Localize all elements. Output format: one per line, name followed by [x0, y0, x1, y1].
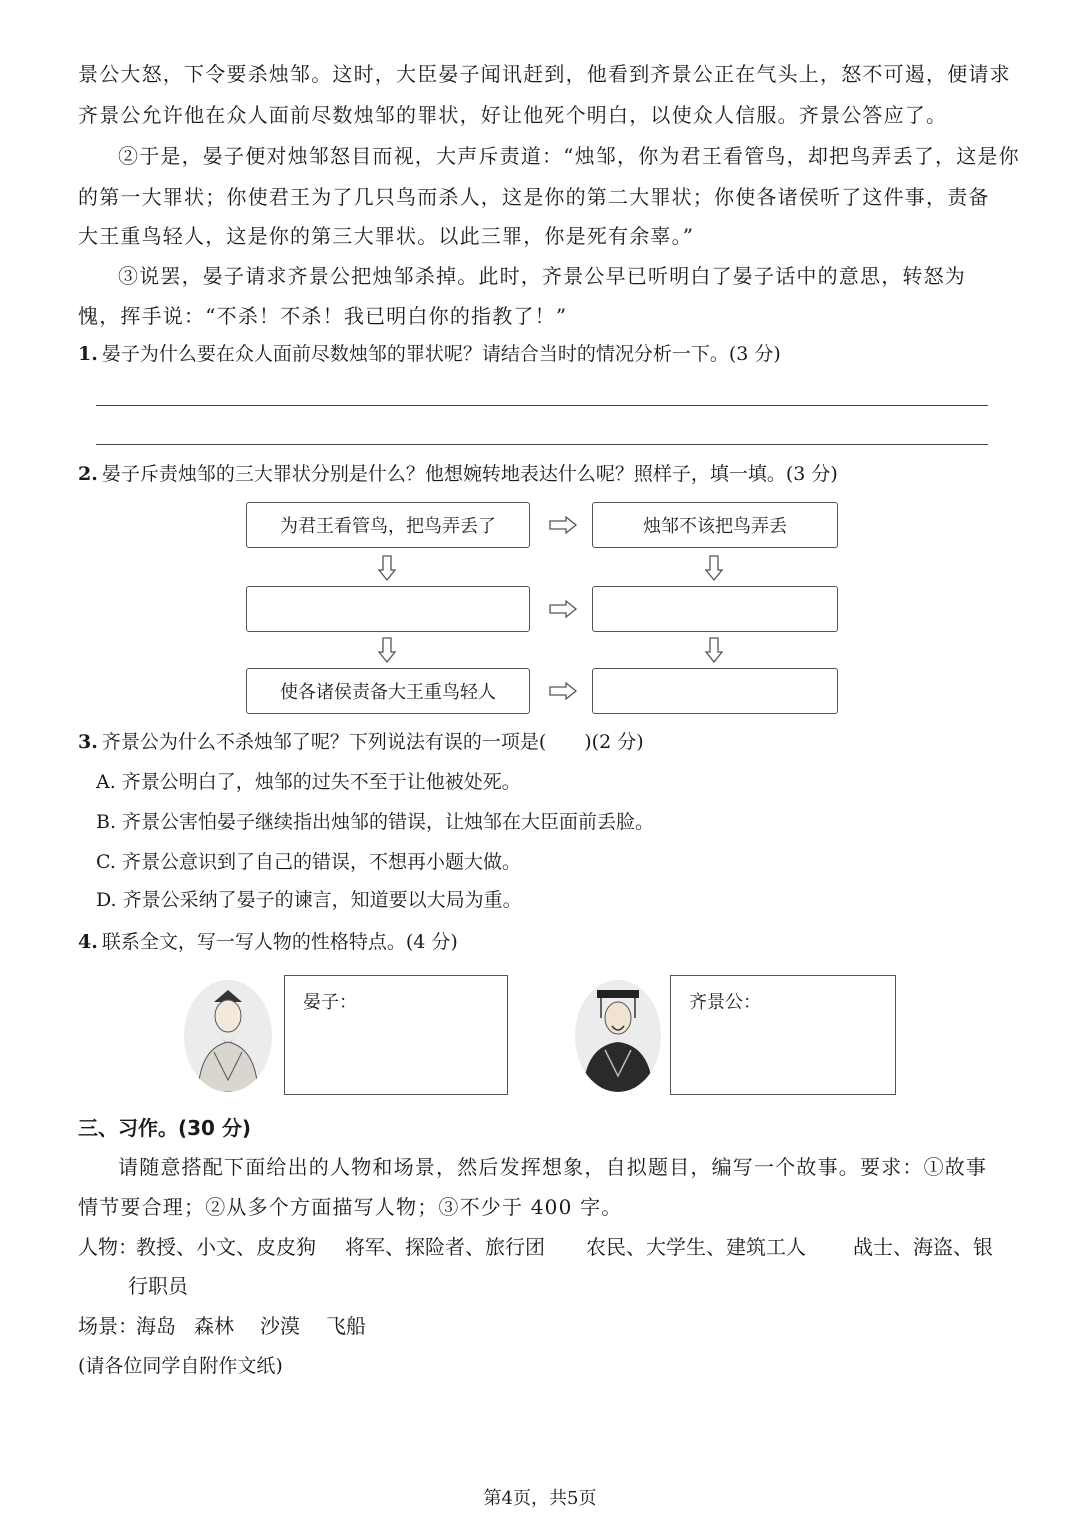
question-number: 4. [78, 931, 98, 953]
requirement-line: 请随意搭配下面给出的人物和场景，然后发挥想象，自拟题目，编写一个故事。要求：①故事 [118, 1155, 988, 1179]
scene-item: 森林 [194, 1314, 234, 1338]
option-a[interactable]: A. 齐景公明白了，烛邹的过失不至于让他被处死。 [96, 771, 521, 793]
down-arrow-icon [377, 636, 397, 664]
passage-line: 愧，挥手说：“不杀！不杀！我已明白你的指教了！” [78, 304, 568, 328]
question-3 [78, 728, 644, 756]
question-text: 晏子为什么要在众人面前尽数烛邹的罪状呢？请结合当时的情况分析一下。(3 分) [101, 343, 781, 365]
crime-box-2[interactable] [246, 586, 530, 632]
characters-group-3: 农民、大学生、建筑工人 [586, 1235, 806, 1259]
question-number: 3. [78, 731, 98, 753]
section-3-title: 三、习作。(30 分) [78, 1116, 252, 1140]
meaning-box-2[interactable] [592, 586, 838, 632]
question-text: 联系全文，写一写人物的性格特点。(4 分) [101, 931, 458, 953]
qi-jinggong-trait-box[interactable] [670, 975, 896, 1095]
crime-box-1: 为君王看管鸟，把鸟弄丢了 [246, 502, 530, 548]
passage-line: ②于是，晏子便对烛邹怒目而视，大声斥责道：“烛邹，你为君王看管鸟，却把鸟弄丢了，这是你 [118, 144, 1020, 168]
question-2 [78, 460, 838, 488]
meaning-box-1: 烛邹不该把鸟弄丢 [592, 502, 838, 548]
question-number: 1. [78, 343, 98, 365]
down-arrow-icon [704, 554, 724, 582]
passage-line: ③说罢，晏子请求齐景公把烛邹杀掉。此时，齐景公早已听明白了晏子话中的意思，转怒为 [118, 264, 966, 288]
scene-item: 海岛 [136, 1314, 176, 1338]
qi-jinggong-portrait-image [575, 980, 661, 1092]
question-text: 齐景公为什么不杀烛邹了呢？下列说法有误的一项是( )(2 分) [101, 731, 644, 753]
scene-item: 飞船 [326, 1314, 366, 1338]
composition-paper-note: (请各位同学自附作文纸) [78, 1355, 283, 1377]
passage-line: 齐景公允许他在众人面前尽数烛邹的罪状，好让他死个明白，以使众人信服。齐景公答应了。 [78, 103, 948, 127]
passage-line: 大王重鸟轻人，这是你的第三大罪状。以此三罪，你是死有余辜。” [78, 224, 695, 248]
question-4 [78, 928, 458, 956]
right-arrow-icon [548, 600, 578, 618]
right-arrow-icon [548, 682, 578, 700]
characters-group-4-continued: 行职员 [128, 1274, 188, 1298]
yanzi-trait-box[interactable] [284, 975, 508, 1095]
characters-label: 人物： [78, 1235, 138, 1259]
question-1 [78, 340, 781, 368]
characters-group-1: 教授、小文、皮皮狗 [136, 1235, 316, 1259]
passage-line: 景公大怒，下令要杀烛邹。这时，大臣晏子闻讯赶到，他看到齐景公正在气头上，怒不可遏，便请求 [78, 62, 1011, 86]
down-arrow-icon [377, 554, 397, 582]
crime-box-3: 使各诸侯责备大王重鸟轻人 [246, 668, 530, 714]
question-text: 晏子斥责烛邹的三大罪状分别是什么？他想婉转地表达什么呢？照样子，填一填。(3 分) [101, 463, 838, 485]
qi-jinggong-label: 齐景公： [689, 992, 761, 1013]
down-arrow-icon [704, 636, 724, 664]
characters-group-4: 战士、海盗、银 [853, 1235, 993, 1259]
characters-group-2: 将军、探险者、旅行团 [345, 1235, 545, 1259]
scene-item: 沙漠 [260, 1314, 300, 1338]
page-number: 第4页，共5页 [483, 1488, 597, 1509]
yanzi-label: 晏子： [303, 992, 357, 1013]
requirement-line: 情节要合理；②从多个方面描写人物；③不少于 400 字。 [78, 1195, 623, 1219]
meaning-box-3[interactable] [592, 668, 838, 714]
yanzi-portrait-image [184, 980, 272, 1092]
answer-line[interactable] [96, 405, 988, 406]
question-number: 2. [78, 463, 98, 485]
answer-line[interactable] [96, 444, 988, 445]
right-arrow-icon [548, 516, 578, 534]
option-b[interactable]: B. 齐景公害怕晏子继续指出烛邹的错误，让烛邹在大臣面前丢脸。 [96, 811, 655, 833]
passage-line: 的第一大罪状；你使君王为了几只鸟而杀人，这是你的第二大罪状；你使各诸侯听了这件事，责备 [78, 185, 990, 209]
option-d[interactable]: D. 齐景公采纳了晏子的谏言，知道要以大局为重。 [96, 889, 522, 911]
scenes-label: 场景： [78, 1314, 138, 1338]
option-c[interactable]: C. 齐景公意识到了自己的错误，不想再小题大做。 [96, 851, 521, 873]
